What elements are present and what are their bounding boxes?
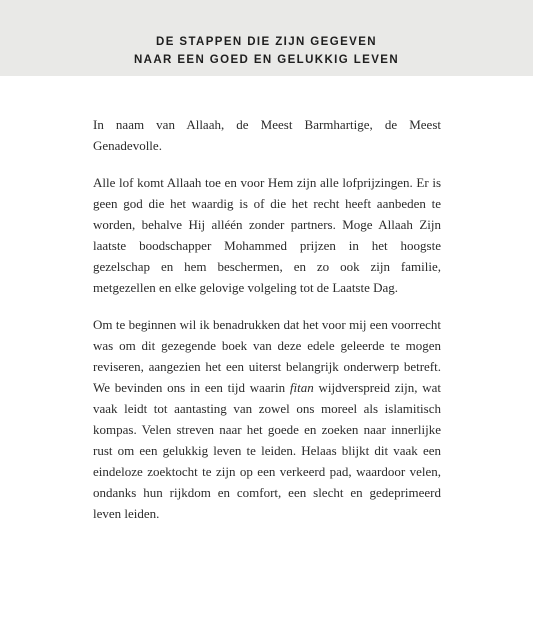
chapter-title [0,33,533,69]
praise-paragraph: Alle lof komt Allaah toe en voor Hem zijn alle lofprijzingen. Er is geen god die het waardig is of die het recht heeft aanbeden te worden, behalve Hij alléén zonder partners. Moge Allaah Zijn laatste boodschapper Mohammed prijzen in het hoogste gezelschap en hem beschermen, en zo ook zijn familie, metgezellen en elke gelovige volgeling tot de Laatste Dag. [93,175,441,295]
chapter-title-line-2: NAAR EEN GOED EN GELUKKIG LEVEN [133,54,400,66]
intro-paragraph [93,314,441,524]
chapter-header [0,0,533,76]
basmala-paragraph: In naam van Allaah, de Meest Barmhartige, de Meest Genadevolle. [93,117,441,153]
chapter-title-line-1: DE STAPPEN DIE ZIJN GEGEVEN [156,36,377,48]
intro-text-part-1: Om te beginnen wil ik benadrukken dat het voor mij een voorrecht was om dit gezegende boek van deze edele geleerde te mogen reviseren, aangezien het een uiterst belangrijk onderwerp betreft. We bevinden ons in een tijd waarin [93,317,441,395]
body-text [93,114,441,524]
intro-italic-term: fitan [289,380,314,395]
intro-text-part-2: wijdverspreid zijn, wat vaak leidt tot aantasting van zowel ons moreel als islamitisch kompas. Velen streven naar het goede en zoeken naar innerlijke rust om een gelukkig leven te leiden. Helaas blijkt dit vaak een eindeloze zoektocht te zijn op een verkeerd pad, waardoor velen, ondanks hun rijkdom en comfort, een slecht en gedeprimeerd leven leiden. [93,380,441,521]
